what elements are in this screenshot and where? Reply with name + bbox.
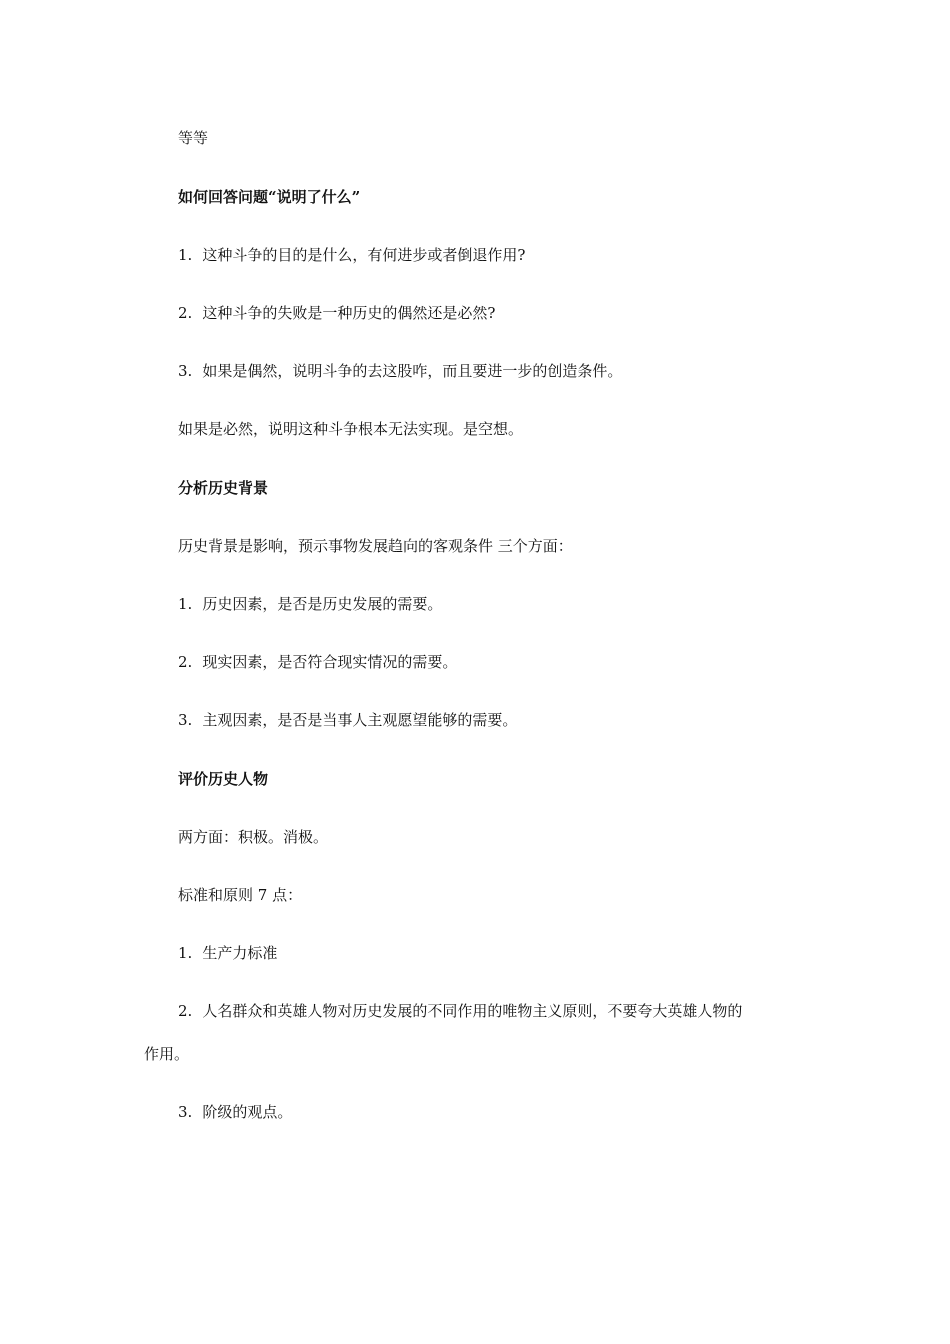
text-line: 历史背景是影响，预示事物发展趋向的客观条件 三个方面：: [178, 537, 573, 555]
list-number: 2.: [178, 1002, 193, 1020]
list-item: [178, 943, 277, 963]
list-item: [178, 303, 495, 323]
list-item-text: 人名群众和英雄人物对历史发展的不同作用的唯物主义原则，不要夸大英雄人物的: [202, 1002, 743, 1020]
list-item: [178, 652, 457, 672]
list-item-text: 历史因素，是否是历史发展的需要。: [202, 595, 443, 613]
list-item: [178, 594, 442, 614]
list-item: [178, 1001, 818, 1021]
list-item-continuation: 作用。: [144, 1045, 190, 1063]
list-item-text: 这种斗争的目的是什么，有何进步或者倒退作用?: [202, 246, 526, 264]
list-number: 1.: [178, 246, 193, 264]
list-item: [178, 245, 525, 265]
list-item: [178, 361, 622, 381]
list-item-text: 现实因素，是否符合现实情况的需要。: [202, 653, 458, 671]
section-heading: 评价历史人物: [178, 770, 269, 788]
list-item-text: 这种斗争的失败是一种历史的偶然还是必然?: [202, 304, 496, 322]
list-number: 3.: [178, 711, 193, 729]
list-number: 1.: [178, 595, 193, 613]
section-heading: 分析历史背景: [178, 479, 269, 497]
list-item-text: 如果是偶然，说明斗争的去这股咋，而且要进一步的创造条件。: [202, 362, 623, 380]
list-item: [178, 710, 517, 730]
text-line: 等等: [178, 129, 209, 147]
text-line: 标准和原则 7 点：: [178, 886, 303, 904]
list-number: 3.: [178, 1103, 193, 1121]
list-item-text: 生产力标准: [202, 944, 278, 962]
list-number: 3.: [178, 362, 193, 380]
text-line: 如果是必然，说明这种斗争根本无法实现。是空想。: [178, 420, 524, 438]
list-number: 2.: [178, 304, 193, 322]
section-heading: 如何回答问题“说明了什么”: [178, 188, 361, 206]
list-number: 2.: [178, 653, 193, 671]
text-line: 两方面：积极。消极。: [178, 828, 329, 846]
list-item-text: 阶级的观点。: [202, 1103, 293, 1121]
list-item-text: 主观因素，是否是当事人主观愿望能够的需要。: [202, 711, 518, 729]
list-number: 1.: [178, 944, 193, 962]
list-item: [178, 1102, 292, 1122]
